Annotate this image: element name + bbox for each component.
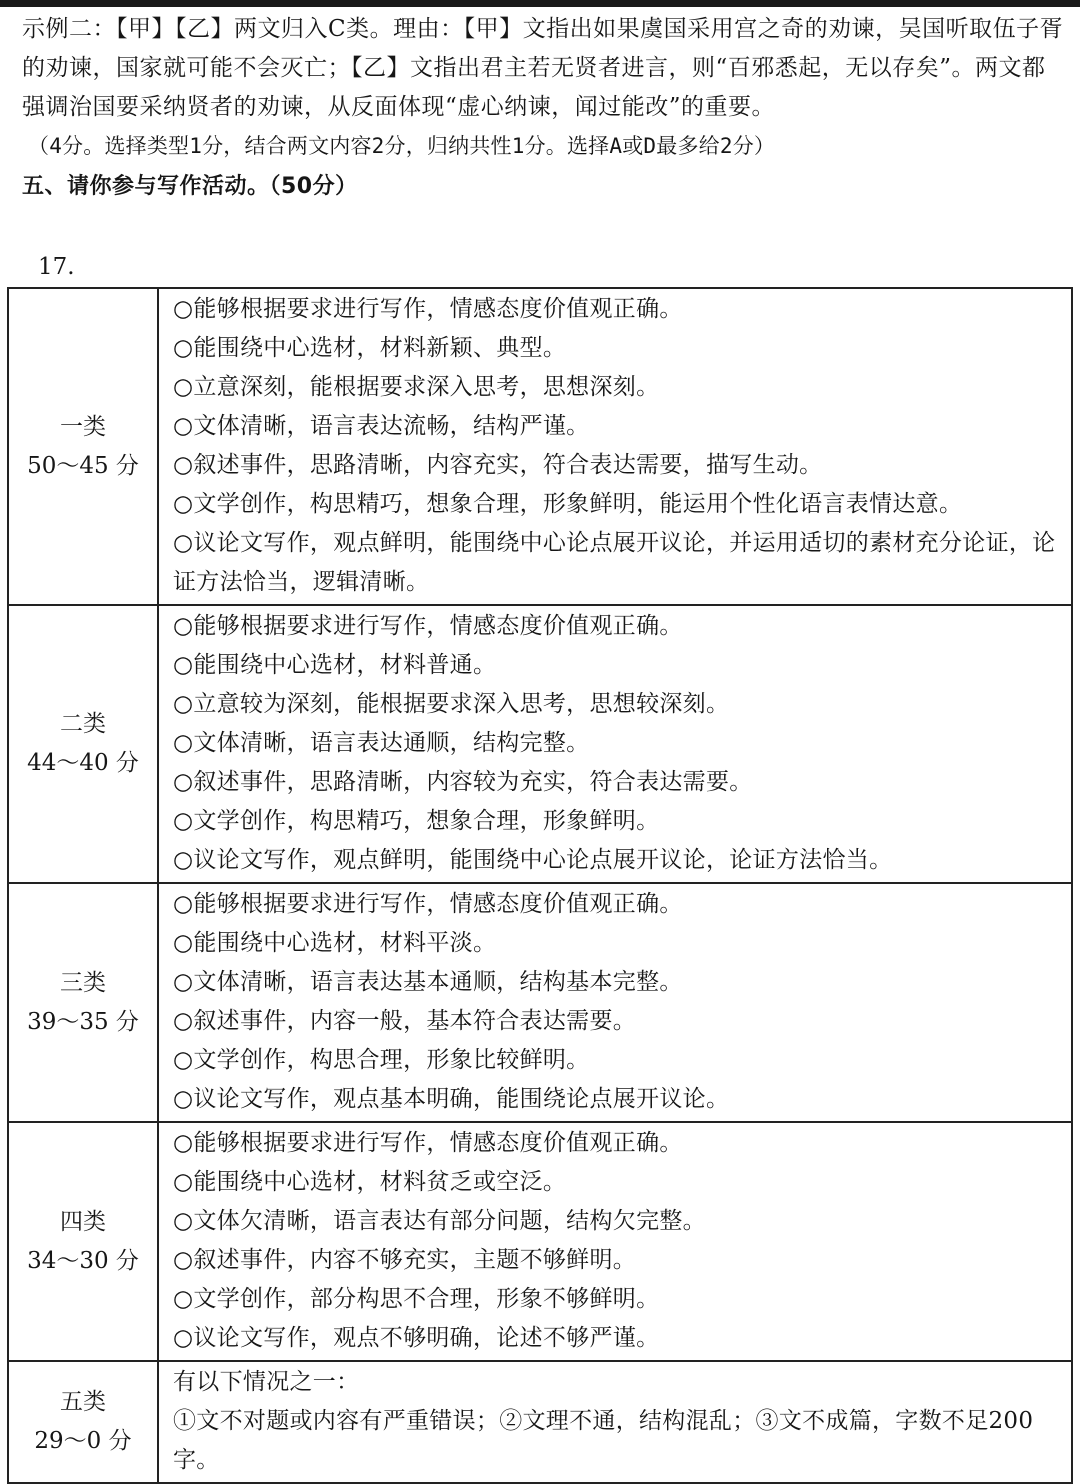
- criterion: ①文不对题或内容有严重错误；②文理不通，结构混乱；③文不成篇，字数不足200字。: [173, 1408, 1034, 1473]
- score-note: （4分。选择类型1分，结合两文内容2分，归纳共性1分。选择A或D最多给2分）: [28, 134, 776, 158]
- criterion: ○能够根据要求进行写作，情感态度价值观正确。: [173, 1130, 683, 1156]
- criterion: ○议论文写作，观点鲜明，能围绕中心论点展开议论，并运用适切的素材充分论证，论证方法恰当，逻辑清晰。: [173, 530, 1056, 595]
- level-name: 二类: [60, 711, 106, 737]
- level-score-range: 39～35 分: [27, 1008, 139, 1035]
- question-number: 17.: [38, 254, 75, 280]
- answer-intro: [22, 10, 1068, 206]
- criterion: ○文学创作，构思精巧，想象合理，形象鲜明，能运用个性化语言表情达意。: [173, 491, 963, 517]
- level-score-range: 44～40 分: [27, 750, 139, 776]
- criteria-lead: 有以下情况之一：: [173, 1369, 360, 1395]
- criterion: ○叙述事件，思路清晰，内容较为充实，符合表达需要。: [173, 769, 753, 795]
- level-cell: [8, 883, 158, 1122]
- criterion: ○叙述事件，内容一般，基本符合表达需要。: [173, 1008, 637, 1034]
- criterion: ○立意深刻，能根据要求深入思考，思想深刻。: [173, 374, 660, 400]
- criteria-cell: [158, 1122, 1072, 1361]
- criteria-cell: [158, 288, 1072, 605]
- level-score-range: 34～30 分: [27, 1247, 139, 1274]
- criterion: ○能围绕中心选材，材料贫乏或空泛。: [173, 1169, 567, 1195]
- top-edge-bar: [0, 0, 1080, 7]
- criteria-list: [173, 1124, 1063, 1358]
- level-cell: [8, 605, 158, 883]
- criteria-cell: [158, 605, 1072, 883]
- criterion: ○能够根据要求进行写作，情感态度价值观正确。: [173, 613, 683, 639]
- criterion: ○文体清晰，语言表达通顺，结构完整。: [173, 730, 590, 756]
- criterion: ○文体清晰，语言表达流畅，结构严谨。: [173, 413, 590, 439]
- rubric-row-level-2: [8, 605, 1072, 883]
- criteria-list: [173, 607, 1063, 880]
- criteria-list: [173, 1402, 1063, 1480]
- level-score-range: 50～45 分: [27, 452, 139, 479]
- example-two-text: 示例二：【甲】【乙】两文归入C类。理由：【甲】文指出如果虞国采用宫之奇的劝谏，吴国听取伍子胥的劝谏，国家就可能不会灭亡；【乙】文指出君主若无贤者进言，则“百邪悉起，无以存矣”。两文都强调治国要采纳贤者的劝谏，从反面体现“虚心纳谏，闻过能改”的重要。: [22, 16, 1064, 120]
- criterion: ○叙述事件，思路清晰，内容充实，符合表达需要，描写生动。: [173, 452, 823, 478]
- section-five-heading: 五、请你参与写作活动。（50分）: [22, 174, 358, 199]
- criterion: ○能够根据要求进行写作，情感态度价值观正确。: [173, 891, 683, 917]
- level-cell: [8, 1361, 158, 1483]
- criteria-list: [173, 290, 1063, 602]
- rubric-row-level-5: [8, 1361, 1072, 1483]
- level-name: 四类: [60, 1208, 106, 1235]
- rubric-row-level-1: [8, 288, 1072, 605]
- criterion: ○文学创作，部分构思不合理，形象不够鲜明。: [173, 1286, 660, 1312]
- criteria-list: [173, 885, 1063, 1119]
- criterion: ○文学创作，构思精巧，想象合理，形象鲜明。: [173, 808, 660, 834]
- criterion: ○文学创作，构思合理，形象比较鲜明。: [173, 1047, 590, 1073]
- criterion: ○议论文写作，观点不够明确，论述不够严谨。: [173, 1325, 660, 1351]
- level-name: 三类: [60, 969, 106, 996]
- criterion: ○能围绕中心选材，材料新颖、典型。: [173, 335, 567, 361]
- criterion: ○叙述事件，内容不够充实，主题不够鲜明。: [173, 1247, 637, 1273]
- scoring-rubric-table: [7, 287, 1073, 1484]
- criterion: ○议论文写作，观点鲜明，能围绕中心论点展开议论，论证方法恰当。: [173, 847, 893, 873]
- rubric-row-level-4: [8, 1122, 1072, 1361]
- criteria-cell: [158, 883, 1072, 1122]
- criterion: ○能围绕中心选材，材料普通。: [173, 652, 497, 678]
- level-name: 一类: [60, 413, 106, 440]
- criterion: ○文体清晰，语言表达基本通顺，结构基本完整。: [173, 969, 683, 995]
- criterion: ○议论文写作，观点基本明确，能围绕论点展开议论。: [173, 1086, 730, 1112]
- level-name: 五类: [60, 1389, 106, 1415]
- level-cell: [8, 1122, 158, 1361]
- criterion: ○立意较为深刻，能根据要求深入思考，思想较深刻。: [173, 691, 730, 717]
- criteria-cell: [158, 1361, 1072, 1483]
- criterion: ○能够根据要求进行写作，情感态度价值观正确。: [173, 296, 683, 322]
- level-score-range: 29～0 分: [34, 1428, 132, 1454]
- criterion: ○文体欠清晰，语言表达有部分问题，结构欠完整。: [173, 1208, 706, 1234]
- rubric-row-level-3: [8, 883, 1072, 1122]
- criterion: ○能围绕中心选材，材料平淡。: [173, 930, 497, 956]
- level-cell: [8, 288, 158, 605]
